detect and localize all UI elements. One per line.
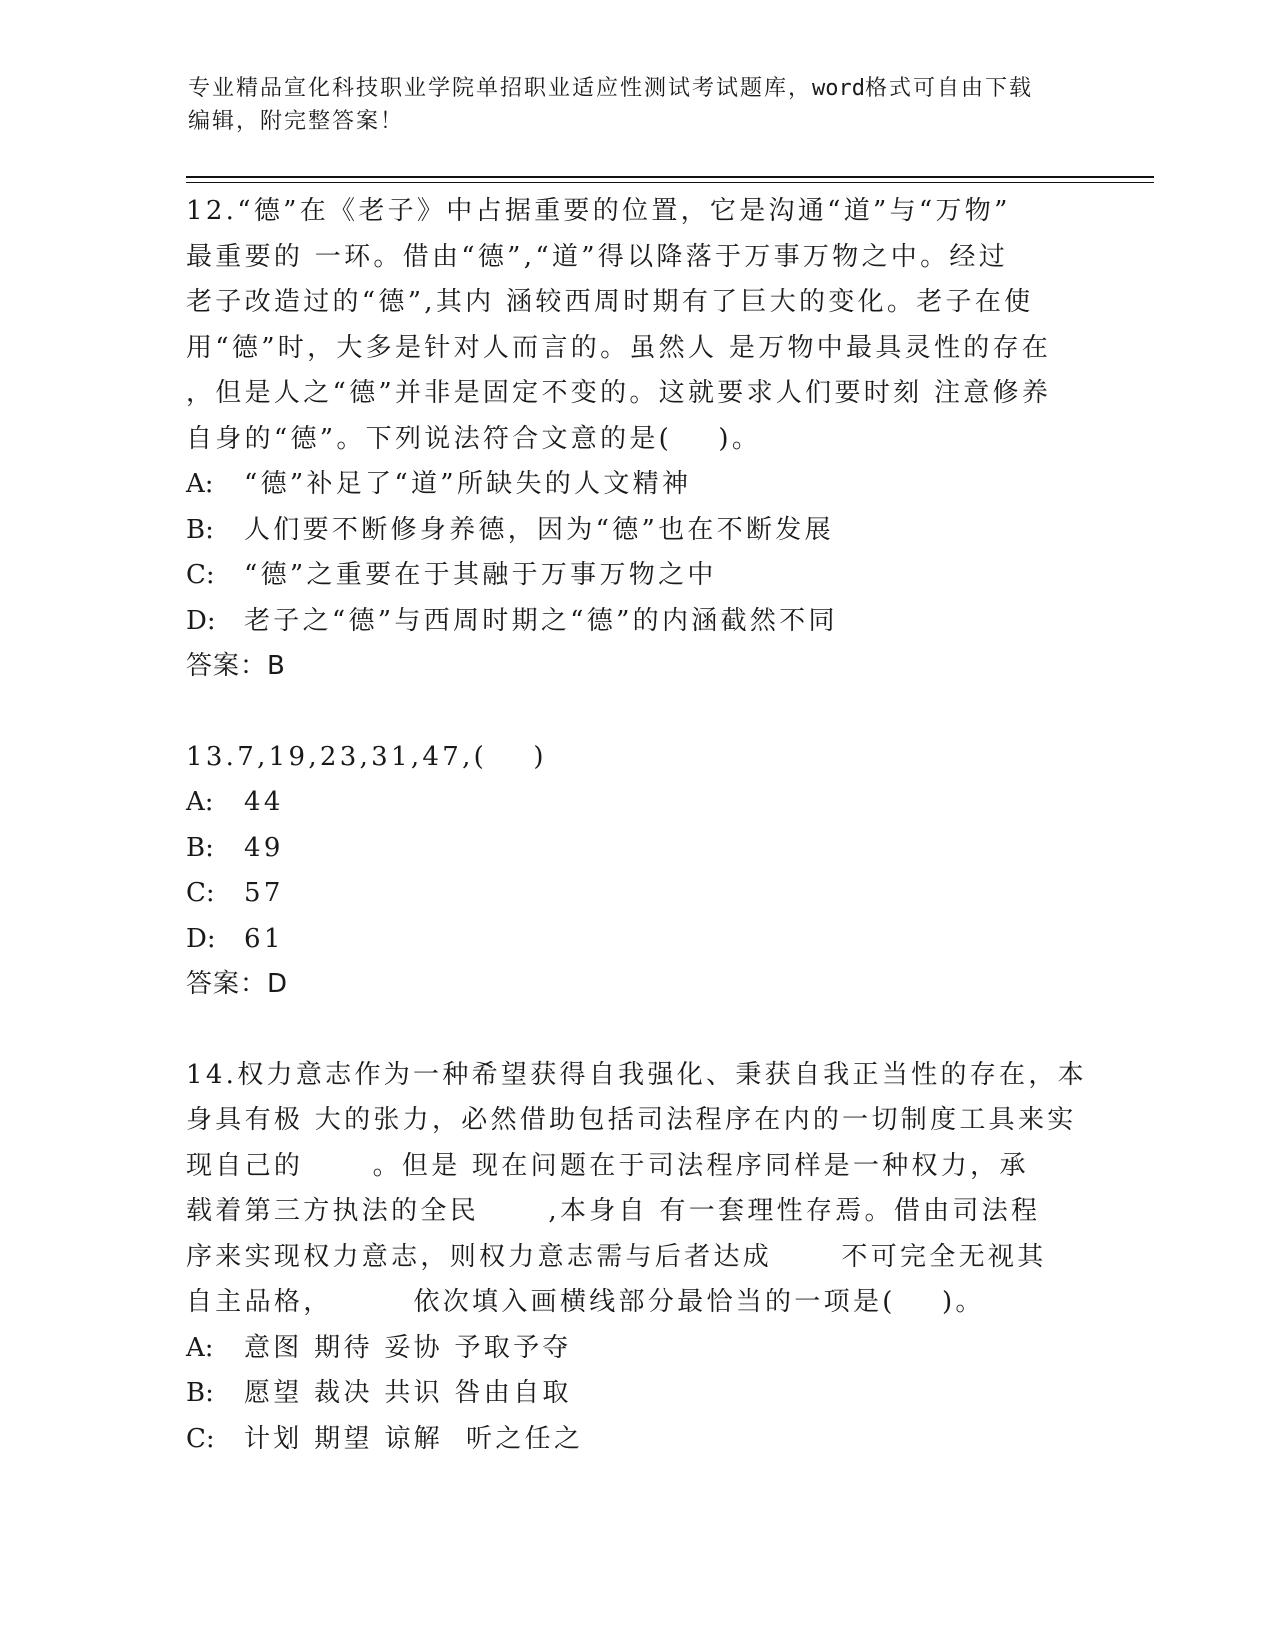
document-header xyxy=(188,72,1068,138)
option-b: B: 愿望 裁决 共识 咎由自取 xyxy=(186,1378,572,1408)
option-d: D: 老子之“德”与西周时期之“德”的内涵截然不同 xyxy=(186,605,838,636)
question-stem-line: 现自己的 。但是 现在问题在于司法程序同样是一种权力，承 xyxy=(186,1150,1029,1181)
question-12 xyxy=(186,189,1086,690)
header-divider-thick xyxy=(186,176,1154,178)
question-stem-line: 14.权力意志作为一种希望获得自我强化、秉获自我正当性的存在，本 xyxy=(186,1059,1087,1090)
option-b: B: 人们要不断修身养德，因为“德”也在不断发展 xyxy=(186,514,834,545)
question-stem-line: 载着第三方执法的全民 ,本身自 有一套理性存焉。借由司法程 xyxy=(186,1196,1041,1226)
question-14 xyxy=(186,1053,1086,1463)
question-stem-line: 身具有极 大的张力，必然借助包括司法程序在内的一切制度工具来实 xyxy=(186,1105,1077,1135)
option-c: C: 计划 期望 谅解 听之任之 xyxy=(186,1423,584,1454)
answer-label: 答案：B xyxy=(186,651,286,681)
option-c: C: 57 xyxy=(186,878,284,908)
question-stem-line: ，但是人之“德”并非是固定不变的。这就要求人们要时刻 注意修养 xyxy=(186,378,1052,408)
question-stem-line: 最重要的 一环。借由“德”,“道”得以降落于万事万物之中。经过 xyxy=(186,241,1008,272)
spacer xyxy=(186,690,1086,735)
option-c: C: “德”之重要在于其融于万事万物之中 xyxy=(186,560,717,590)
question-stem-line: 12.“德”在《老子》中占据重要的位置，它是沟通“道”与“万物” xyxy=(186,196,1011,226)
spacer xyxy=(186,1008,1086,1053)
question-stem-line: 老子改造过的“德”,其内 涵较西周时期有了巨大的变化。老子在使 xyxy=(186,287,1034,317)
question-list xyxy=(186,189,1086,1462)
option-a: A: “德”补足了“道”所缺失的人文精神 xyxy=(186,469,692,499)
option-d: D: 61 xyxy=(186,923,284,954)
question-13 xyxy=(186,735,1086,1008)
header-line-2: 编辑，附完整答案！ xyxy=(188,109,405,134)
question-stem-line: 序来实现权力意志，则权力意志需与后者达成 不可完全无视其 xyxy=(186,1241,1047,1272)
option-a: A: 44 xyxy=(186,787,284,817)
header-divider-thin xyxy=(186,182,1154,183)
option-a: A: 意图 期待 妥协 予取予夺 xyxy=(186,1332,572,1363)
header-line-1: 专业精品宣化科技职业学院单招职业适应性测试考试题库，word格式可自由下载 xyxy=(188,76,1034,101)
question-stem-line: 13.7,19,23,31,47,( ) xyxy=(186,741,547,772)
question-stem-line: 用“德”时，大多是针对人而言的。虽然人 是万物中最具灵性的存在 xyxy=(186,332,1052,363)
question-stem-line: 自身的“德”。下列说法符合文意的是( )。 xyxy=(186,423,762,454)
answer-label: 答案：D xyxy=(186,969,289,999)
question-stem-line: 自主品格， 依次填入画横线部分最恰当的一项是( )。 xyxy=(186,1287,985,1317)
option-b: B: 49 xyxy=(186,832,284,863)
